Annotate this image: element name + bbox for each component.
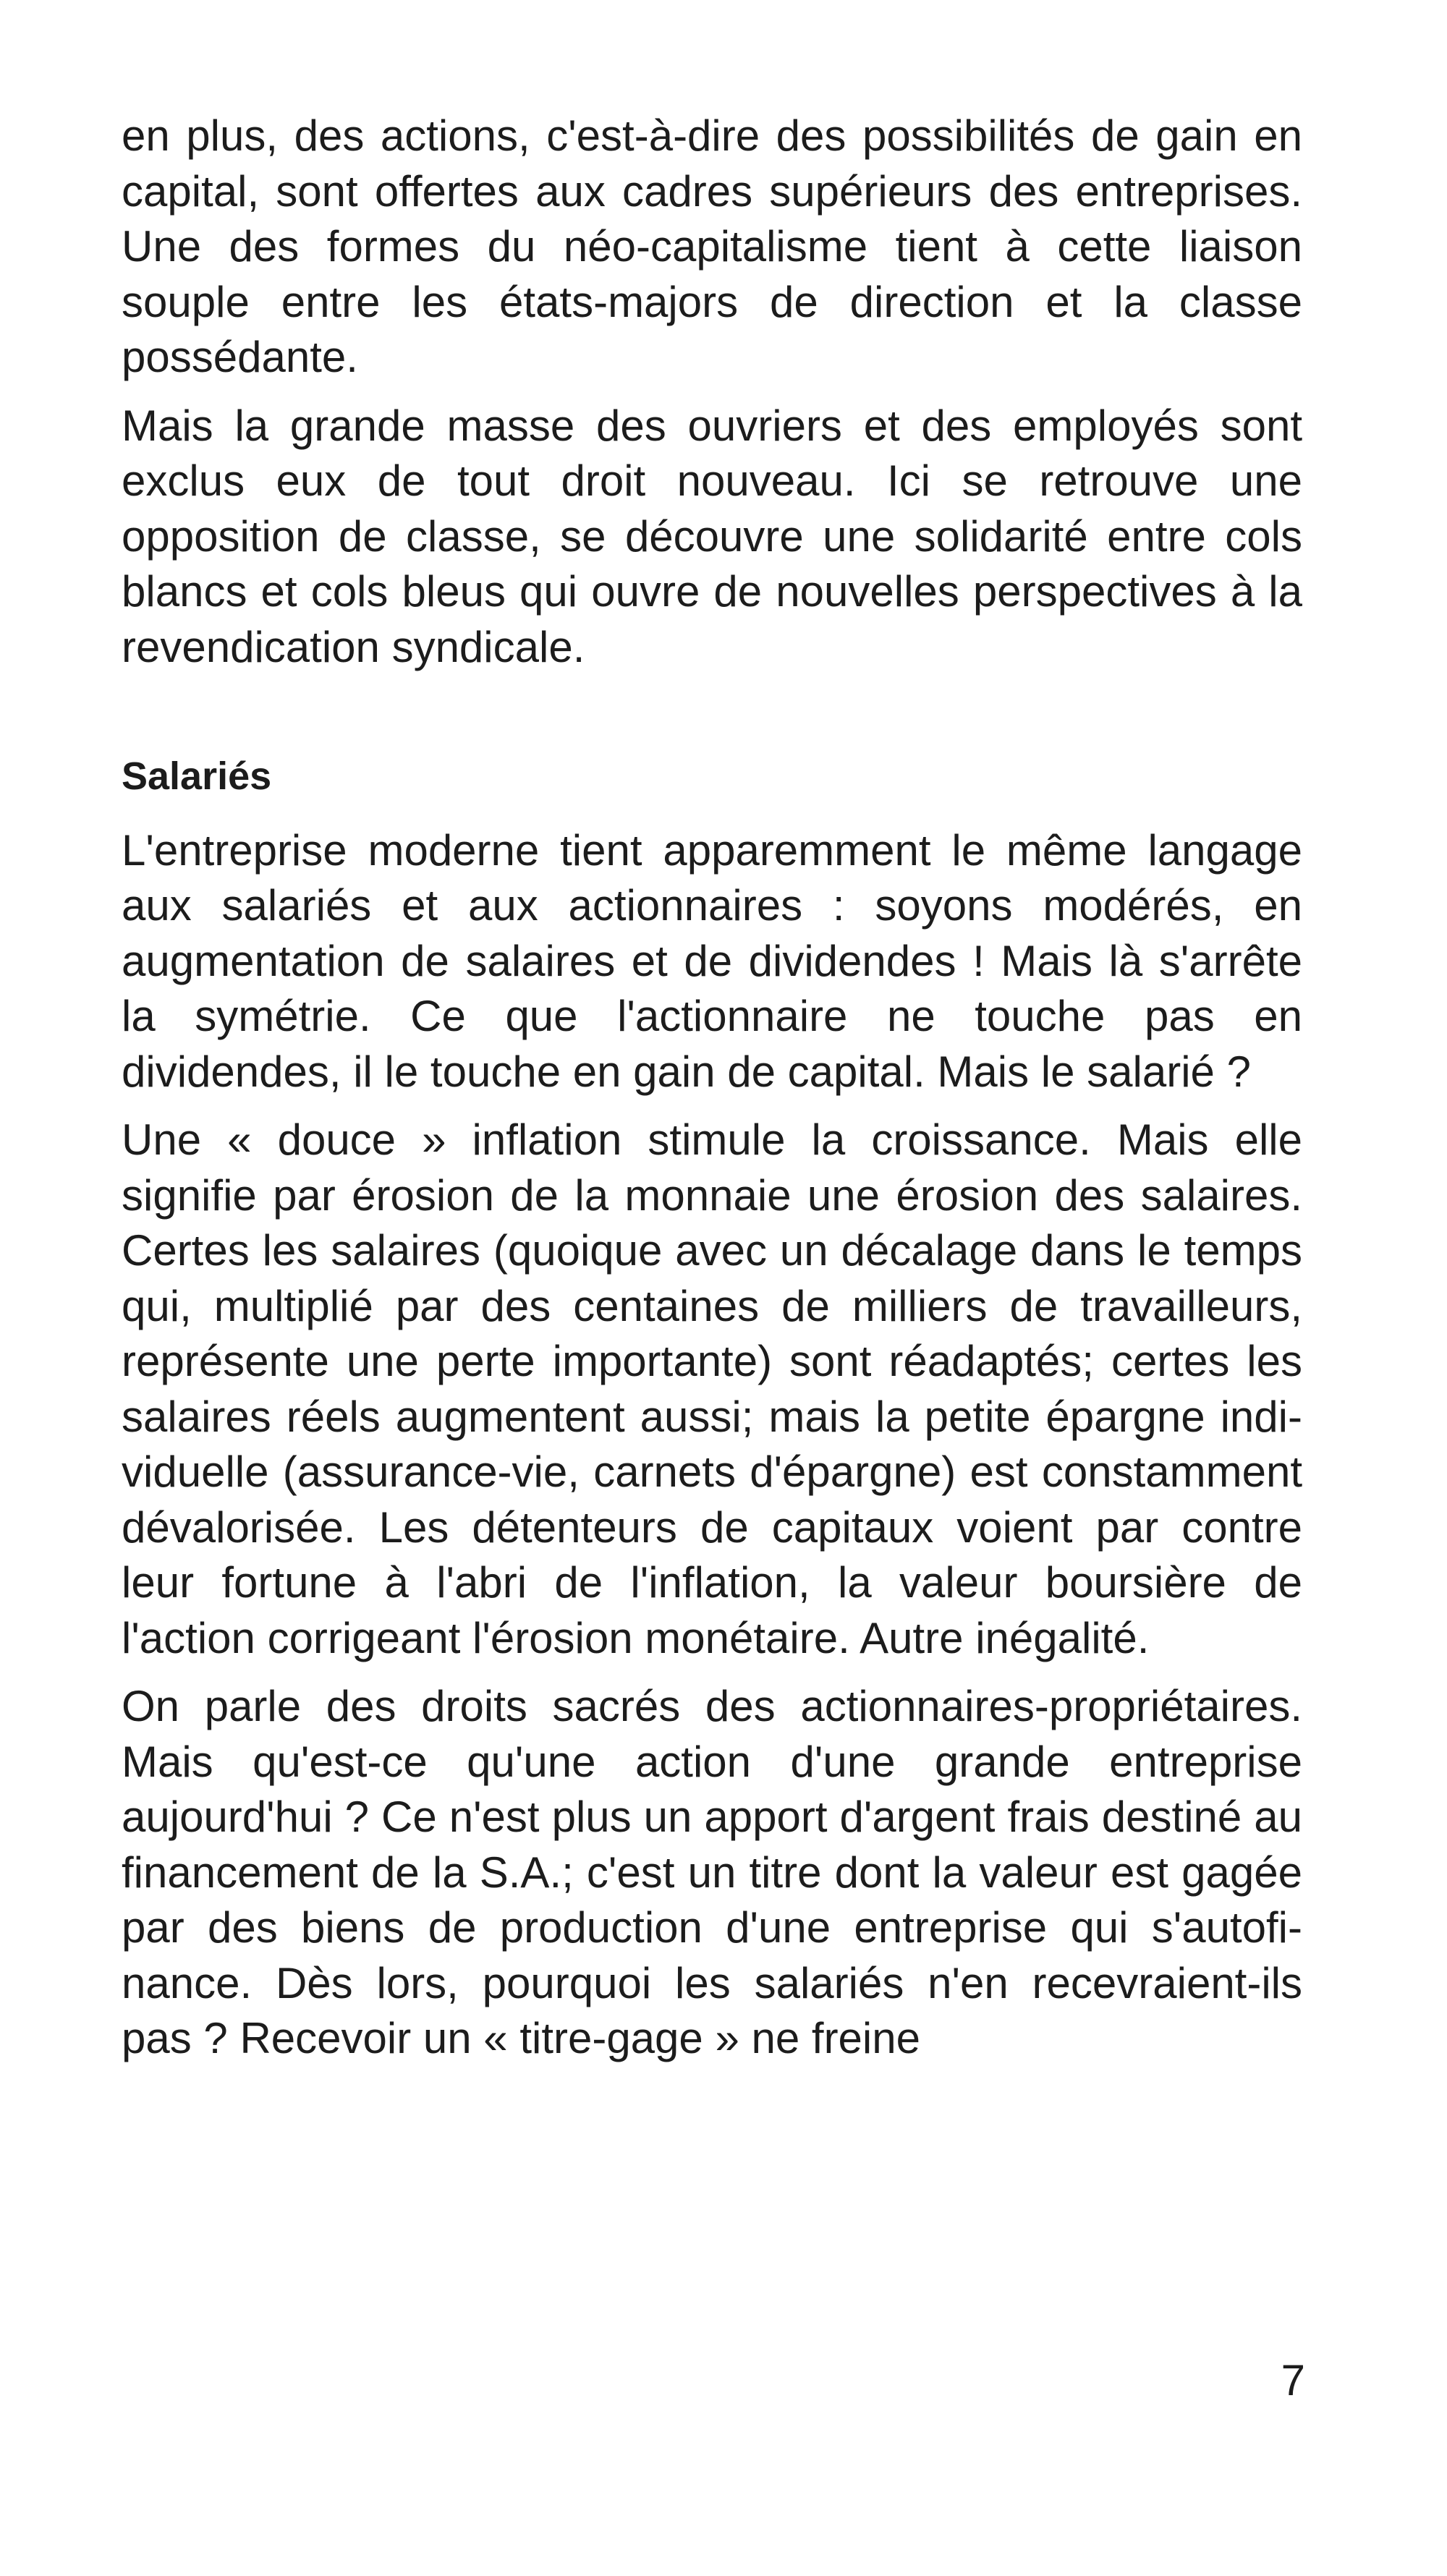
- page-text-column: [122, 109, 1302, 2080]
- section-heading-salaries: Salariés: [122, 754, 272, 798]
- paragraph-entreprise-moderne: L'entreprise moderne tient apparemment le même langage aux salariés et aux actionnaires : soyons modérés, en augmentation de salaires et de dividendes ! Mais là s'arrête la symétrie. Ce que l'actionnaire ne touche pas en dividendes, il le touche en gain de capital. Mais le salarié ?: [122, 825, 1302, 1096]
- paragraph-actions-cadres: en plus, des actions, c'est-à-dire des possibilités de gain en capital, sont offertes aux cadres supérieurs des entreprises. Une des formes du néo-capitalisme tient à cette liaison souple entre les états-majors de direction et la classe possédante.: [122, 111, 1302, 381]
- paragraph-droits-actionnaires: On parle des droits sacrés des actionnaires-propriétaires. Mais qu'est-ce qu'une action d'une grande entreprise aujourd'hui ? Ce n'est plus un apport d'argent frais destiné au financement de la S.A.; c'est un titre dont la valeur est gagée par des biens de production d'une entreprise qui s'autofinance. Dès lors, pourquoi les salariés n'en recevraient-ils pas ? Recevoir un « titre-gage » ne freine: [122, 1682, 1302, 2062]
- page-number: 7: [1281, 2356, 1305, 2405]
- paragraph-douce-inflation: Une « douce » inflation stimule la croissance. Mais elle signifie par érosion de la monnaie une érosion des salaires. Certes les salaires (quoique avec un décalage dans le temps qui, multiplié par des centaines de milliers de travailleurs, représente une perte importante) sont réadaptés; certes les salaires réels augmentent aussi; mais la petite épargne individuelle (assurance-vie, carnets d'épargne) est constamment dévalorisée. Les détenteurs de capitaux voient par contre leur fortune à l'abri de l'inflation, la valeur boursière de l'action corrigeant l'érosion monétaire. Autre inégalité.: [122, 1115, 1302, 1662]
- paragraph-masse-ouvriers: Mais la grande masse des ouvriers et des employés sont exclus eux de tout droit nouveau. Ici se retrouve une opposition de classe, se découvre une solidarité entre cols blancs et cols bleus qui ouvre de nouvelles perspectives à la revendication syndicale.: [122, 401, 1302, 671]
